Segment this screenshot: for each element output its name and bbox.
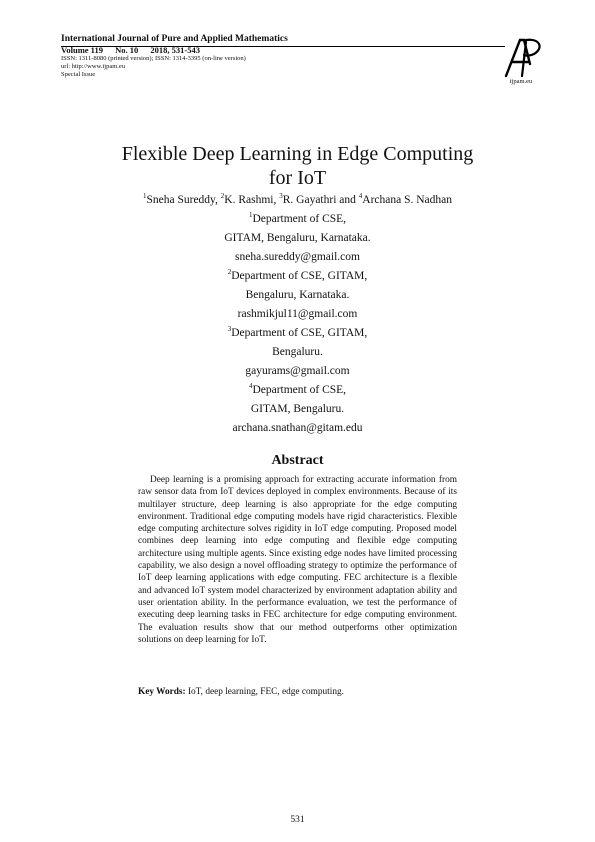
affiliations <box>60 210 535 438</box>
journal-url: url: http://www.ijpam.eu <box>61 63 126 70</box>
journal-logo <box>500 34 550 90</box>
affiliation-1: $^1$Department of CSE, GITAM, Bengaluru, Karnataka. sneha.sureddy@gmail.com <box>60 210 535 267</box>
keywords-list: IoT, deep learning, FEC, edge computing. <box>187 687 344 697</box>
year-pages: 2018, 531-543 <box>150 45 200 55</box>
affiliation-2: $^2$Department of CSE, GITAM, Bengaluru, Karnataka. rashmikjul11@gmail.com <box>60 267 535 324</box>
email: rashmikjul11@gmail.com <box>237 308 358 320</box>
email: gayurams@gmail.com <box>245 365 350 377</box>
abstract-heading: Abstract <box>271 453 324 468</box>
keywords <box>138 686 468 698</box>
issn: ISSN: 1311-8080 (printed version); ISSN: 1314-3395 (on-line version) <box>61 55 246 62</box>
author-name: Archana S. Nadhan <box>362 194 452 206</box>
author-name: R. Gayathri and <box>282 194 359 206</box>
header-rule <box>61 46 505 47</box>
keywords-label: Key Words: <box>138 687 186 697</box>
page-number: 531 <box>290 815 305 825</box>
ap-monogram-icon <box>500 34 550 80</box>
volume: Volume 119 <box>61 45 103 55</box>
number: No. 10 <box>115 45 139 55</box>
author-list: $^1$Sneha Sureddy, $^2$K. Rashmi, $^3$R. Gayathri and $^4$Archana S. Nadhan <box>142 192 452 206</box>
abstract-text: Deep learning is a promising approach for extracting accurate information from raw sensor data from IoT devices deployed in complex environments. Because of its multilayer structure, deep learning is also appropriate for the edge computing environment. Traditional edge computing models have rigid characteristics. Flexible edge computing architecture solves rigidity in IoT edge computing. Proposed model combines deep learning into edge computing and flexible edge computing architecture using multiple agents. Since existing edge nodes have limited processing capability, we also design a novel offloading strategy to optimize the performance of IoT deep learning applications with edge computing. FEC architecture is a flexible and advanced IoT system model characterized by environment adaptation ability and user orientation ability. In the performance evaluation, we test the performance of executing deep learning tasks in FEC architecture for edge computing environment. The evaluation results show that our method outperforms other optimization solutions on deep learning for IoT. <box>138 475 457 645</box>
logo-url: ijpam.eu <box>509 78 533 85</box>
email: archana.snathan@gitam.edu <box>232 422 363 434</box>
email: sneha.sureddy@gmail.com <box>235 251 360 263</box>
issue-type: Special Issue <box>61 71 96 78</box>
paper-title: Flexible Deep Learning in Edge Computing for IoT <box>121 143 474 189</box>
author-name: K. Rashmi, <box>224 194 280 206</box>
affiliation-3: $^3$Department of CSE, GITAM, Bengaluru. gayurams@gmail.com <box>60 324 535 381</box>
author-name: Sneha Sureddy, <box>146 194 221 206</box>
journal-name: International Journal of Pure and Applied Mathematics <box>61 34 288 44</box>
journal-header <box>61 34 511 79</box>
affiliation-4: $^4$Department of CSE, GITAM, Bengaluru. archana.snathan@gitam.edu <box>60 381 535 438</box>
